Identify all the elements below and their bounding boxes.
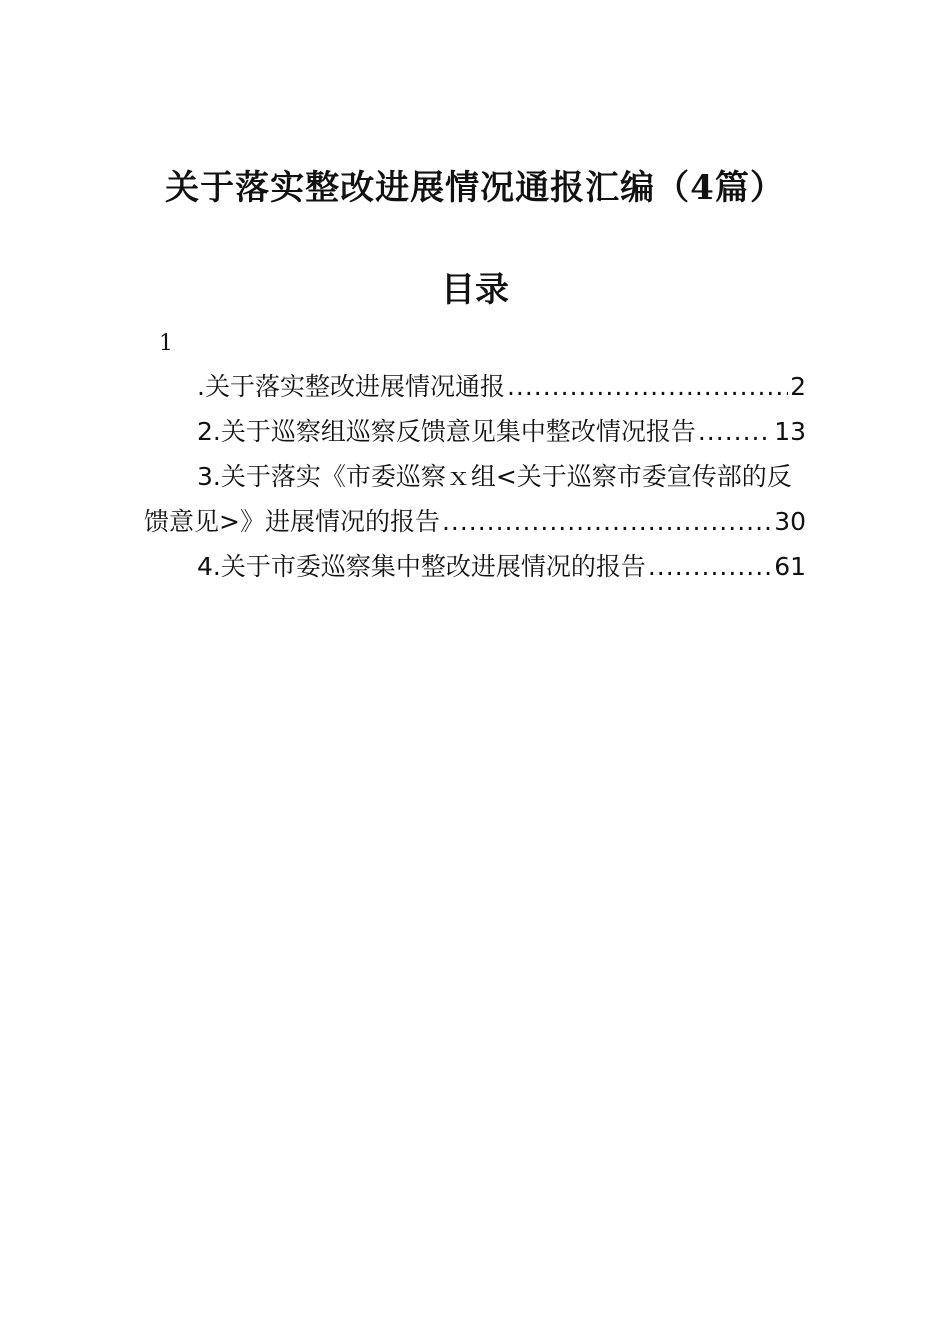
- toc-entry-4[interactable]: [144, 547, 806, 587]
- toc-entry-3[interactable]: [144, 502, 806, 542]
- toc-leader-dots: [442, 502, 772, 542]
- toc-page-number: 13: [774, 417, 806, 446]
- toc-page-number: 61: [774, 552, 806, 581]
- toc-entry-title: 4.关于市委巡察集中整改进展情况的报告: [197, 552, 646, 581]
- toc-page-number: 2: [790, 372, 806, 401]
- toc-page-number: 30: [774, 507, 806, 536]
- toc-leader-dots: [507, 367, 788, 407]
- toc-entry-title: 2.关于巡察组巡察反馈意见集中整改情况报告: [197, 417, 696, 446]
- toc-entry-2[interactable]: [144, 412, 806, 452]
- toc-entry-title: .关于落实整改进展情况通报: [197, 372, 505, 401]
- toc-entry-title: 馈意见>》进展情况的报告: [144, 507, 440, 536]
- toc-leader-dots: [698, 412, 772, 452]
- toc-entry-3-line1[interactable]: 3.关于落实《市委巡察ｘ组<关于巡察市委宣传部的反: [197, 462, 792, 491]
- page-number-marker: 1: [159, 331, 173, 356]
- toc-entry-1[interactable]: [144, 367, 806, 407]
- document-title: 关于落实整改进展情况通报汇编（4篇）: [165, 168, 785, 208]
- toc-leader-dots: [648, 547, 772, 587]
- toc-heading: 目录: [441, 270, 509, 310]
